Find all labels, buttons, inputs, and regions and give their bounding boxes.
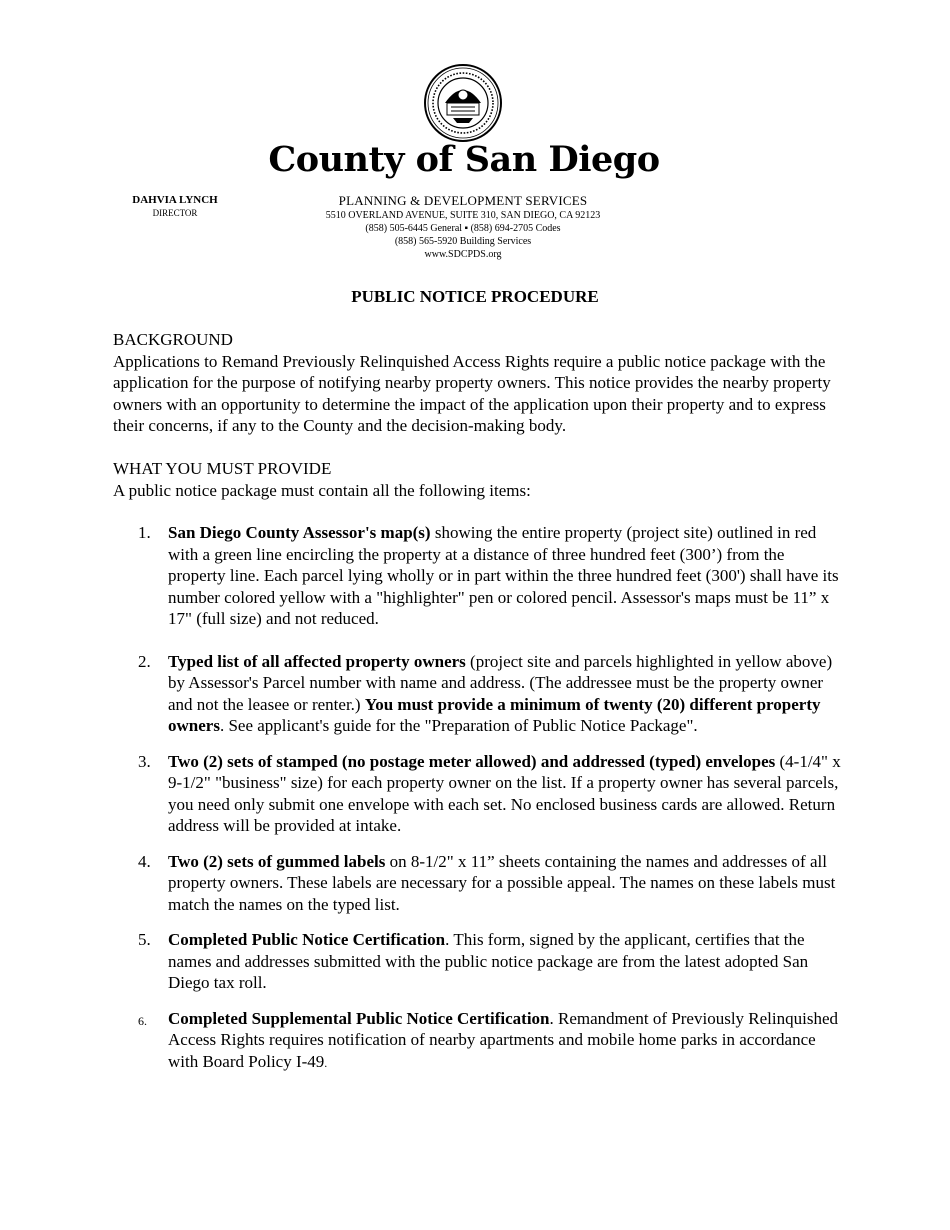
- department-name: PLANNING & DEVELOPMENT SERVICES: [338, 193, 588, 208]
- list-item-number: 1.: [138, 523, 151, 542]
- provide-intro: A public notice package must contain all the following items:: [113, 480, 531, 500]
- list-item-number: 3.: [138, 751, 151, 771]
- provide-heading: WHAT YOU MUST PROVIDE: [113, 459, 332, 478]
- list-item-bold-secondary: You must provide a minimum of twenty (20) different property owners: [168, 694, 821, 735]
- list-item-number: 2.: [138, 651, 151, 671]
- list-item-bold: Two (2) sets of stamped (no postage meter allowed) and addressed (typed) envelopes: [168, 751, 776, 771]
- page-title: PUBLIC NOTICE PROCEDURE: [351, 287, 599, 306]
- background-heading: BACKGROUND: [113, 330, 233, 349]
- department-address: 5510 OVERLAND AVENUE, SUITE 310, SAN DIEGO, CA 92123: [325, 210, 601, 221]
- list-item-bold: Typed list of all affected property owners: [168, 651, 466, 671]
- list-item-text: . This form, signed by the applicant, certifies that the names and addresses submitted with the public notice package are from the latest adopted San Diego tax roll.: [168, 930, 809, 992]
- list-item: [138, 651, 843, 737]
- list-item-text: . Remandment of Previously Relinquished Access Rights requires notification of nearby apartments and mobile home parks in accordance with Board Policy I-49: [168, 1008, 839, 1071]
- director-name: DAHVIA LYNCH: [132, 194, 218, 206]
- background-section: [113, 329, 843, 437]
- department-phones: (858) 505-6445 General ▪ (858) 694-2705 Codes: [365, 223, 561, 234]
- background-paragraph: Applications to Remand Previously Relinquished Access Rights require a public notice package with the application for the purpose of notifying nearby property owners. This notice provides the nearby property owners with an opportunity to determine the impact of the application upon their property and to express their concerns, if any to the County and the decision-making body.: [113, 351, 831, 435]
- list-item-bold: Completed Supplemental Public Notice Certification: [168, 1008, 550, 1028]
- list-item-end: .: [324, 1055, 328, 1070]
- list-item: [138, 1008, 843, 1075]
- list-item-text: (4-1/4" x 9-1/2" "business" size) for each property owner on the list. If a property owner has several parcels, you need only submit one envelope with each set. No enclosed business cards are allowed. Return address will be provided at intake.: [168, 751, 841, 835]
- county-seal-icon: [423, 63, 503, 143]
- list-item-text: on 8-1/2" x 11” sheets containing the names and addresses of all property owners. These labels are necessary for a possible appeal. The names on these labels must match the names on the typed list.: [168, 851, 836, 914]
- department-website: www.SDCPDS.org: [424, 249, 502, 260]
- list-item: [138, 851, 843, 916]
- list-item-number: 5.: [138, 930, 151, 949]
- list-item: [138, 751, 843, 837]
- list-item-text-secondary: . See applicant's guide for the "Preparation of Public Notice Package".: [219, 716, 698, 735]
- county-title: County of San Diego: [268, 139, 660, 180]
- list-item-number: 4.: [138, 851, 151, 871]
- department-building-phone: (858) 565-5920 Building Services: [394, 236, 532, 247]
- requirements-list: [138, 522, 843, 1074]
- list-item-bold: Two (2) sets of gummed labels: [168, 851, 386, 871]
- list-item-bold: Completed Public Notice Certification: [168, 930, 446, 949]
- department-block: [263, 193, 663, 261]
- list-item-bold: San Diego County Assessor's map(s): [168, 523, 431, 542]
- director-title: DIRECTOR: [152, 208, 198, 218]
- list-item: [138, 929, 843, 994]
- director-block: [100, 193, 250, 219]
- list-item-number: 6.: [138, 1013, 147, 1028]
- provide-section: [113, 458, 843, 501]
- list-item-text: showing the entire property (project site) outlined in red with a green line encircling the property at a distance of three hundred feet (300’) from the property line. Each parcel lying wholly or in part within the three hundred feet (300') shall have its number colored yellow with a "highlighter" pen or colored pencil. Assessor's maps must be 11” x 17" (full size) and not reduced.: [168, 523, 839, 628]
- list-item-text: (project site and parcels highlighted in yellow above) by Assessor's Parcel number with name and address. (The addressee must be the property owner and not the leasee or renter.): [168, 651, 833, 714]
- list-item: [138, 522, 843, 630]
